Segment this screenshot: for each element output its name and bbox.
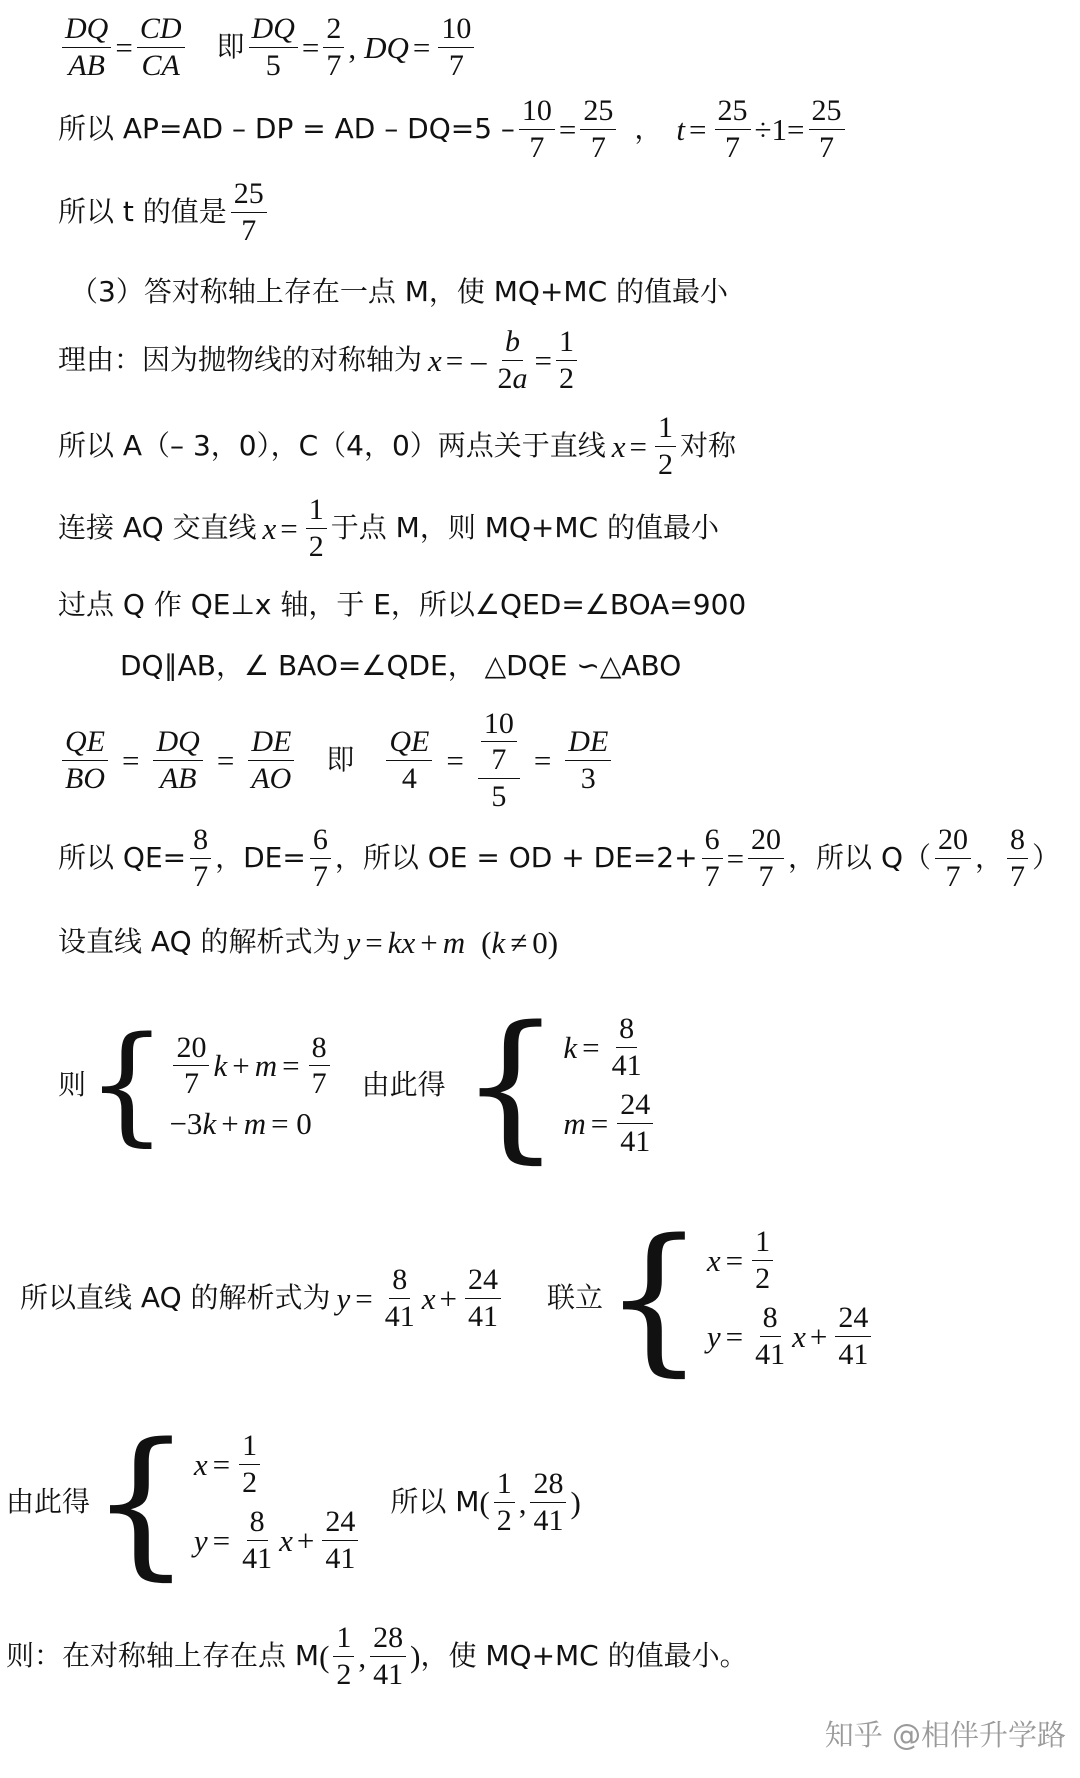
equation-line-15: 由此得 { x = $\frac{1}{2}$ y = $\frac{8}{41}$ x + $\frac{24}{41}$ 所以 M ( $\frac{1}{2}$ , $\frac{28}{41}$ ) [6, 1408, 581, 1595]
line12-text: 设直线 AQ 的解析式为 [58, 925, 341, 958]
line16-suffix: ，使 MQ+MC 的值最小。 [420, 1639, 748, 1672]
line11-p3: ，所以 OE = OD + DE=2+ [334, 841, 698, 874]
fraction: $\frac{10}{7}$ [519, 95, 555, 163]
line3-text: 所以 t 的值是 [58, 195, 227, 228]
youci-label: 由此得 [361, 1068, 446, 1101]
equation-line-4 [70, 272, 728, 312]
line14-text: 所以直线 AQ 的解析式为 [20, 1281, 331, 1314]
fraction: $\frac{DQ}{AB}$ [153, 726, 202, 794]
suoyi-label: 所以 M [390, 1485, 480, 1518]
line7-text: 连接 AQ 交直线 [58, 511, 257, 544]
line7-suffix: 于点 M，则 MQ+MC 的值最小 [330, 511, 719, 544]
equation-line-13 [58, 991, 657, 1178]
fraction: $\frac{b}{2a}$ [497, 325, 528, 395]
fraction: $\frac{QE}{4}$ [386, 726, 432, 794]
fraction: $\frac{6}{7}$ [702, 824, 723, 892]
ji-label: 即 [326, 743, 355, 776]
separator: ， [634, 112, 663, 145]
fraction: $\frac{DQ}{AB}$ [62, 13, 111, 81]
equation-line-12: 设直线 AQ 的解析式为 y = kx + m ( k ≠ 0) [58, 924, 559, 960]
fraction: $\frac{1}{2}$ [556, 326, 577, 394]
line11-p5: ， [975, 841, 1004, 874]
line11-p4: ，所以 Q（ [788, 841, 931, 874]
joint-system: { x = $\frac{1}{2}$ y = $\frac{8}{41}$ x + $\frac{24}{41}$ [603, 1218, 875, 1378]
equation-line-7: 连接 AQ 交直线 x = $\frac{1}{2}$ 于点 M，则 MQ+MC 的值最小 [58, 493, 719, 563]
fraction: $\frac{1}{2}$ [655, 412, 676, 480]
line2-text: 所以 AP=AD – DP = AD – DQ=5 – [58, 112, 515, 145]
fraction: $\frac{10}{7}$ [438, 13, 474, 81]
equation-line-1: $\frac{DQ}{AB}$ = $\frac{CD}{CA}$ 即 $\frac{DQ}{5}$ = $\frac{2}{7}$ , DQ = $\frac{10}{7}$ [58, 12, 478, 82]
comma: , [348, 29, 357, 65]
fraction: $\frac{25}{7}$ [580, 95, 616, 163]
equation-line-8 [58, 585, 746, 625]
fraction: $\frac{25}{7}$ [809, 95, 845, 163]
fraction: $\frac{DQ}{5}$ [249, 13, 298, 81]
line4-text: （3）答对称轴上存在一点 M，使 MQ+MC 的值最小 [70, 275, 729, 308]
equation-line-5: 理由：因为抛物线的对称轴为 x = – $\frac{b}{2a}$ = $\frac{1}{2}$ [58, 322, 581, 398]
equation-line-2: 所以 AP=AD – DP = AD – DQ=5 – $\frac{10}{7}$ = $\frac{25}{7}$ ， t = $\frac{25}{7}$ ÷1= $\frac{25}{7}$ [58, 94, 849, 164]
fraction: $\frac{1}{2}$ [306, 494, 327, 562]
equation-line-14: 所以直线 AQ 的解析式为 y = $\frac{8}{41}$ x + $\frac{24}{41}$ 联立 { x = $\frac{1}{2}$ y = $\frac{8}{41}$ x + $\frac{24}{41}$ [20, 1218, 875, 1378]
watermark: 知乎 @相伴升学路 [824, 1718, 1066, 1752]
fraction: $\frac{DE}{3}$ [565, 726, 611, 794]
line11-p1: 所以 QE= [58, 841, 187, 874]
fraction: $\frac{20}{7}$ [748, 824, 784, 892]
fraction: $\frac{DE}{AO}$ [248, 726, 294, 794]
result-system: { x = $\frac{1}{2}$ y = $\frac{8}{41}$ x + $\frac{24}{41}$ [90, 1422, 362, 1582]
equation-line-3 [58, 177, 271, 247]
youci-label-2: 由此得 [6, 1485, 91, 1518]
ze-label: 则 [58, 1068, 87, 1101]
equation-line-9 [120, 646, 681, 686]
line6-text: 所以 A（– 3，0），C（4，0）两点关于直线 [58, 429, 606, 462]
fraction: $\frac{QE}{BO}$ [62, 726, 108, 794]
equation-line-6: 所以 A（– 3，0），C（4，0）两点关于直线 x = $\frac{1}{2}$ 对称 [58, 411, 737, 481]
fraction: $\frac{20}{7}$ [935, 824, 971, 892]
equation-line-11: 所以 QE= $\frac{8}{7}$ ，DE= $\frac{6}{7}$ ，所以 OE = OD + DE=2+ $\frac{6}{7}$ = $\frac{20}{7}$ ，所以 Q（ $\frac{20}{7}$ ， $\frac{8}{7}$ ） [58, 823, 1061, 893]
fraction: $\frac{25}{7}$ [231, 178, 267, 246]
complex-fraction: $\frac{\frac{10}{7}}{5}$ [478, 708, 520, 813]
equation-line-16: 则：在对称轴上存在点 M ( $\frac{1}{2}$ , $\frac{28}{41}$ ) ，使 MQ+MC 的值最小。 [6, 1621, 748, 1691]
fraction: $\frac{6}{7}$ [310, 824, 331, 892]
line8-text: 过点 Q 作 QE⊥x 轴，于 E，所以∠QED=∠BOA=900 [58, 588, 747, 621]
fraction: $\frac{25}{7}$ [715, 95, 751, 163]
line5-text: 理由：因为抛物线的对称轴为 [58, 343, 423, 376]
fraction: $\frac{2}{7}$ [323, 13, 344, 81]
solution-system: { k = $\frac{8}{41}$ m = $\frac{24}{41}$ [460, 1005, 658, 1165]
line11-p2: ，DE= [215, 841, 306, 874]
line9-text: DQ∥AB，∠ BAO=∠QDE， △DQE ∽△ABO [120, 649, 682, 682]
equation-system: { $\frac{20}{7}$ k + m = $\frac{8}{7}$ −3 k + m = 0 [86, 1021, 334, 1149]
fraction: $\frac{8}{7}$ [190, 824, 211, 892]
fraction: $\frac{8}{7}$ [1007, 824, 1028, 892]
line16-text: 则：在对称轴上存在点 M [6, 1639, 320, 1672]
fraction: $\frac{CD}{CA}$ [137, 13, 185, 81]
lianli-label: 联立 [547, 1281, 604, 1314]
equation-line-10: $\frac{QE}{BO}$ = $\frac{DQ}{AB}$ = $\frac{DE}{AO}$ 即 $\frac{QE}{4}$ = $\frac{\frac{10}{7}}{5}$ = $\frac{DE}{3}$ [58, 700, 615, 820]
line11-p6: ） [1032, 841, 1061, 874]
ji-label: 即 [216, 30, 245, 63]
line6-suffix: 对称 [680, 429, 737, 462]
